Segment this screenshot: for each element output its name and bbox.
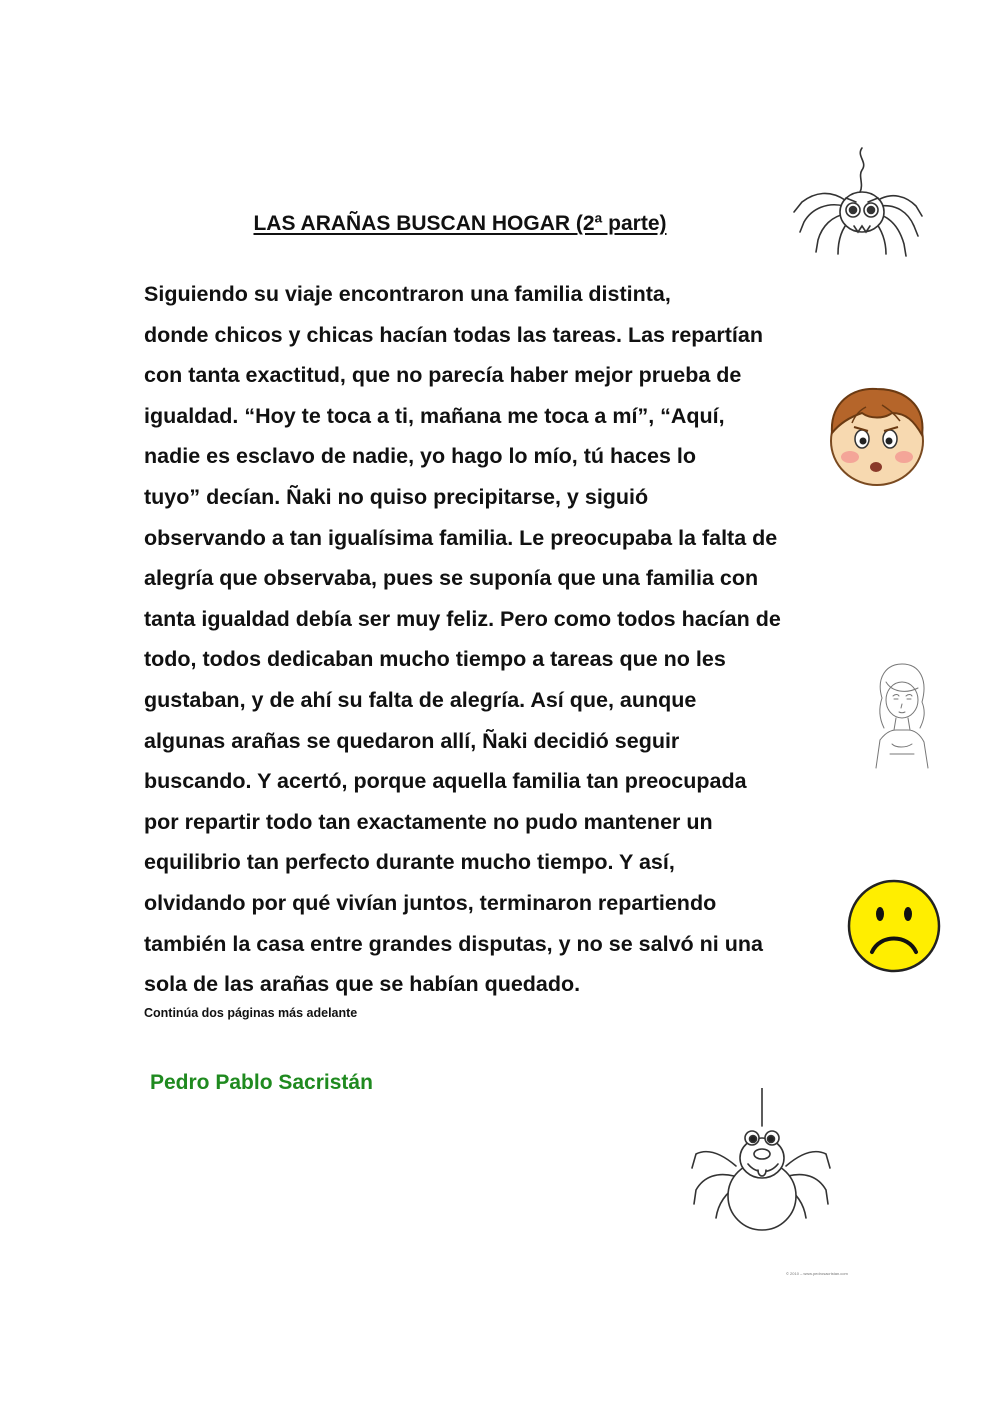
story-line: todo, todos dedicaban mucho tiempo a tareas que no les	[144, 647, 726, 672]
worried-face-icon	[822, 383, 932, 491]
story-line: gustaban, y de ahí su falta de alegría. Así que, aunque	[144, 687, 697, 712]
story-line: nadie es esclavo de nadie, yo hago lo mío, tú haces lo	[144, 444, 696, 469]
girl-sketch-icon	[862, 658, 942, 773]
story-line: Siguiendo su viaje encontraron una familia distinta,	[144, 282, 671, 306]
story-line: algunas arañas se quedaron allí, Ñaki decidió seguir	[144, 728, 680, 753]
author-name: Pedro Pablo Sacristán	[150, 1071, 373, 1094]
story-line: sola de las arañas que se habían quedado.	[144, 972, 581, 997]
page-title: LAS ARAÑAS BUSCAN HOGAR (2ª parte)	[253, 212, 667, 235]
sad-face-icon	[846, 878, 942, 974]
copyright-note: © 2010 – www.pedrosacristan.com	[786, 1271, 848, 1276]
story-line: tuyo” decían. Ñaki no quiso precipitarse, y siguió	[144, 484, 649, 509]
story-line: olvidando por qué vivían juntos, terminaron repartiendo	[144, 890, 717, 915]
story-line: tanta igualdad debía ser muy feliz. Pero como todos hacían de	[144, 606, 781, 631]
story-line: buscando. Y acertó, porque aquella familia tan preocupada	[144, 769, 747, 794]
story-line: alegría que observaba, pues se suponía que una familia con	[144, 566, 759, 591]
story-line: también la casa entre grandes disputas, y no se salvó ni una	[144, 931, 763, 956]
continue-note: Continúa dos páginas más adelante	[144, 1006, 358, 1020]
story-line: igualdad. “Hoy te toca a ti, mañana me toca a mí”, “Aquí,	[144, 403, 725, 428]
story-line: donde chicos y chicas hacían todas las tareas. Las repartían	[144, 322, 763, 347]
story-line: por repartir todo tan exactamente no pudo mantener un	[144, 809, 713, 834]
story-body	[144, 274, 864, 1005]
story-line: observando a tan igualísima familia. Le preocupaba la falta de	[144, 525, 778, 550]
spider-icon	[790, 140, 925, 265]
smiling-spider-icon	[686, 1088, 836, 1238]
story-line: equilibrio tan perfecto durante mucho tiempo. Y así,	[144, 850, 675, 875]
story-line: con tanta exactitud, que no parecía haber mejor prueba de	[144, 363, 742, 388]
